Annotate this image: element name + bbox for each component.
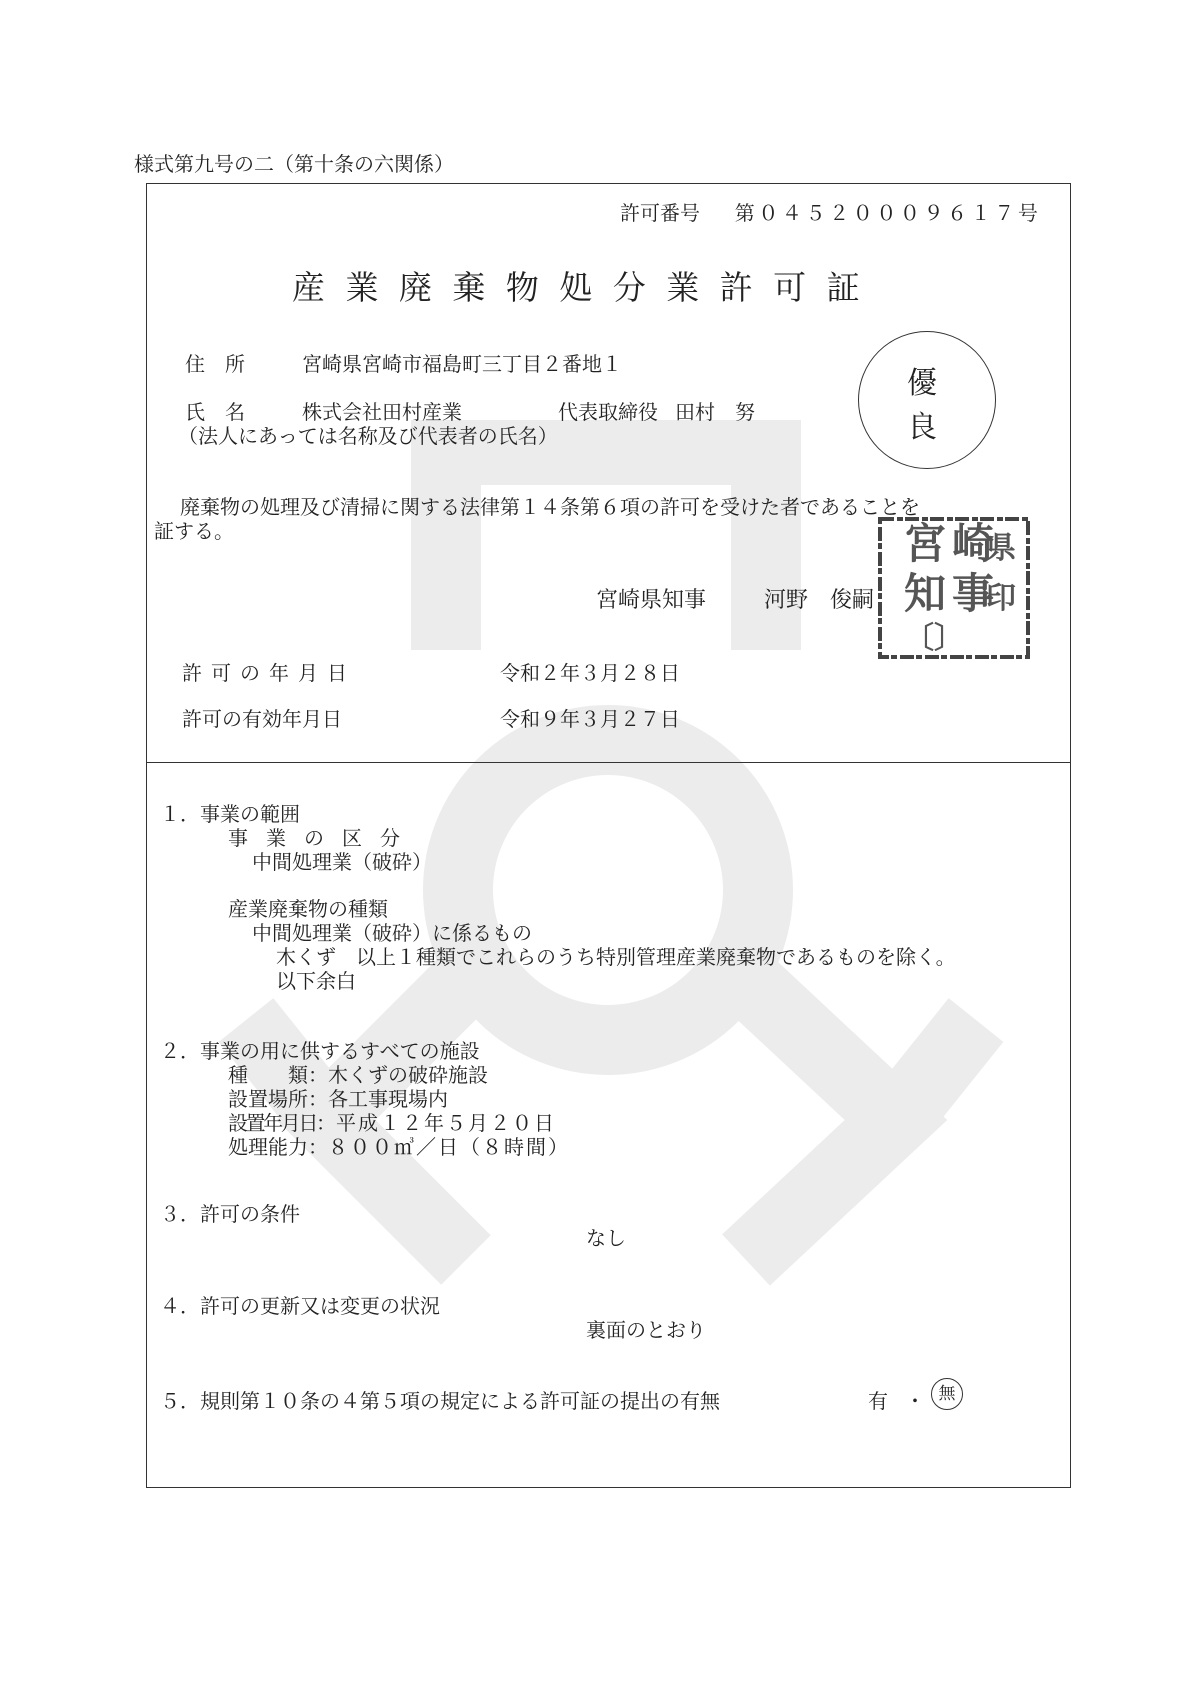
- option-separator: ・: [905, 1389, 925, 1413]
- section-5-heading: ５．規則第１０条の４第５項の規定による許可証の提出の有無: [160, 1389, 720, 1413]
- renewal-status-value: 裏面のとおり: [586, 1318, 706, 1342]
- option-no-circled: 無: [931, 1378, 963, 1410]
- permit-number-label: 許可番号: [620, 201, 700, 225]
- page-title: 産業廃棄物処分業許可証: [292, 268, 881, 307]
- business-category-label: 事業の区分: [228, 826, 418, 850]
- facility-row-label: 設置場所: [228, 1087, 308, 1111]
- svg-text:知: 知: [904, 569, 947, 618]
- certification-line-1: 廃棄物の処理及び清掃に関する法律第１４条第６項の許可を受けた者であることを: [180, 495, 920, 519]
- permit-date-value: 令和２年３月２８日: [500, 661, 680, 685]
- facility-row: 処理能力：８００㎥／日（８時間）: [228, 1135, 570, 1159]
- facility-row-value: ８００㎥／日（８時間）: [328, 1135, 570, 1159]
- conditions-value: なし: [586, 1226, 626, 1250]
- section-2-heading: ２．事業の用に供するすべての施設: [160, 1039, 480, 1063]
- svg-text:〔〕: 〔〕: [904, 621, 964, 656]
- facility-row-value: 木くずの破砕施設: [328, 1063, 488, 1087]
- waste-item: 木くず 以上１種類でこれらのうち特別管理産業廃棄物であるものを除く。: [276, 945, 956, 969]
- expiry-date-label: 許可の有効年月日: [182, 707, 342, 731]
- address-value: 宮崎県宮崎市福島町三丁目２番地１: [302, 352, 622, 376]
- company-name: 株式会社田村産業: [302, 400, 462, 424]
- svg-text:県: 県: [986, 531, 1016, 566]
- name-note: （法人にあっては名称及び代表者の氏名）: [178, 424, 558, 448]
- facility-row-value: 平成１２年５月２０日: [336, 1111, 556, 1135]
- facility-row-value: 各工事現場内: [328, 1087, 448, 1111]
- svg-text:宮: 宮: [904, 519, 947, 568]
- waste-subheading: 中間処理業（破砕）に係るもの: [252, 921, 532, 945]
- permit-date-label: 許可の年月日: [182, 661, 356, 685]
- facility-row: 種 類：木くずの破砕施設: [228, 1063, 488, 1087]
- facility-row-label: 設置年月日: [228, 1111, 316, 1135]
- facility-row: 設置場所：各工事現場内: [228, 1087, 448, 1111]
- svg-text:印: 印: [986, 581, 1016, 616]
- permit-number: [620, 197, 1042, 226]
- end-note: 以下余白: [276, 969, 356, 993]
- expiry-date-value: 令和９年３月２７日: [500, 707, 680, 731]
- facility-row-label: 種 類: [228, 1063, 308, 1087]
- address-label: 住 所: [185, 352, 245, 376]
- rating-stamp-char-1: 優: [907, 366, 937, 401]
- section-3-heading: ３．許可の条件: [160, 1202, 300, 1226]
- section-4-heading: ４．許可の更新又は変更の状況: [160, 1294, 440, 1318]
- issuer-name: 河野 俊嗣: [764, 588, 875, 613]
- representative-name: 田村 努: [675, 400, 755, 424]
- option-yes: 有: [868, 1389, 888, 1413]
- rating-stamp-char-2: 良: [907, 410, 937, 445]
- representative-title: 代表取締役: [558, 400, 658, 424]
- issuer-title: 宮崎県知事: [596, 588, 707, 613]
- facility-row: 設置年月日：平成１２年５月２０日: [228, 1111, 556, 1135]
- business-category-value: 中間処理業（破砕）: [252, 850, 432, 874]
- name-label: 氏 名: [185, 400, 245, 424]
- section-1-heading: １．事業の範囲: [160, 802, 300, 826]
- form-header: 様式第九号の二（第十条の六関係）: [134, 152, 454, 176]
- certification-line-2: 証する。: [154, 519, 234, 543]
- svg-text:事: 事: [952, 569, 995, 618]
- permit-number-value: 第０４５２０００９６１７号: [734, 201, 1042, 225]
- official-seal-stamp: [874, 513, 1034, 663]
- waste-types-label: 産業廃棄物の種類: [228, 897, 388, 921]
- svg-text:崎: 崎: [952, 519, 995, 568]
- excellent-rating-stamp: [858, 331, 996, 469]
- facility-row-label: 処理能力: [228, 1135, 308, 1159]
